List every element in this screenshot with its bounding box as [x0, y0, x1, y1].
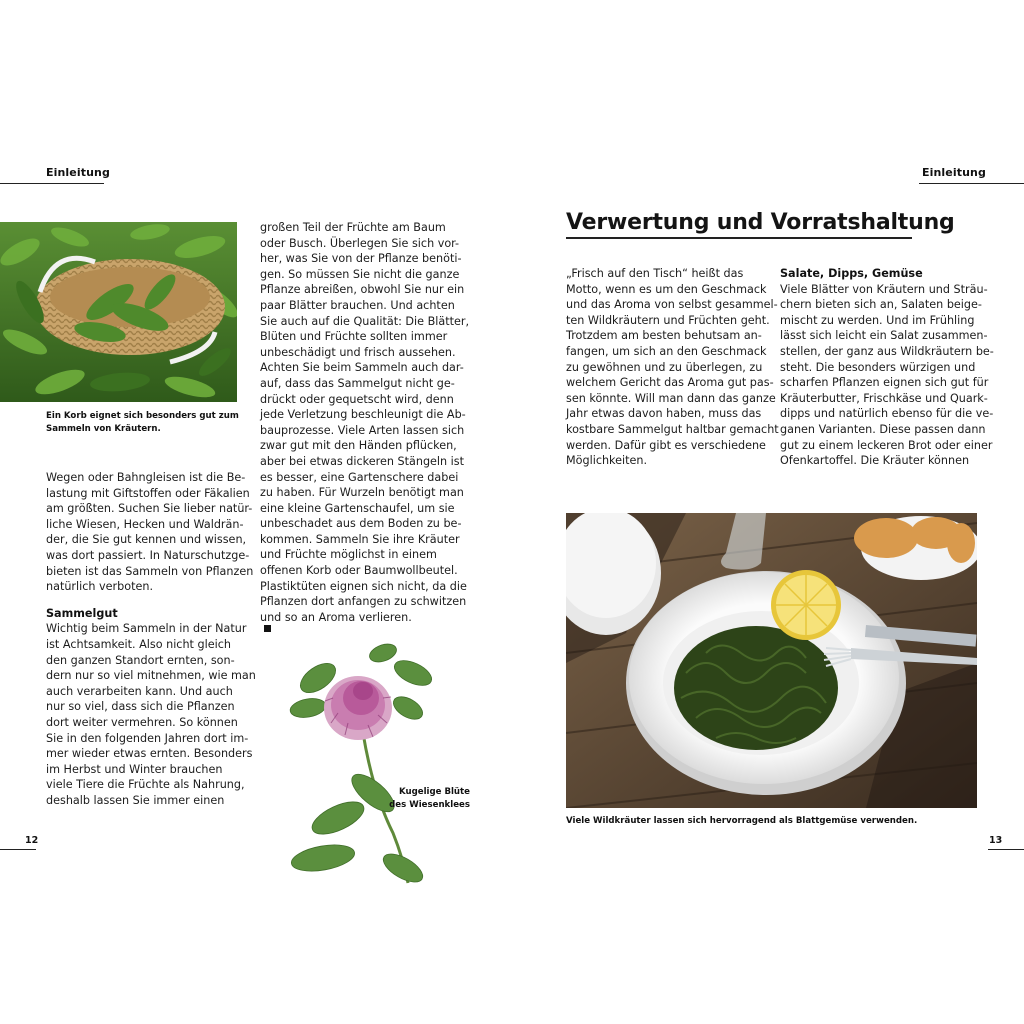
text-line: deshalb lassen Sie immer einen: [46, 793, 225, 807]
text-line: zwar gut mit den Händen pflücken,: [260, 439, 457, 453]
page-number-right: 13: [989, 835, 1003, 846]
text-line: jede Verletzung beschleunigt die Ab-: [260, 408, 466, 422]
end-mark: [264, 625, 271, 632]
text-line: Pflanzen dort anfangen zu schwitzen: [260, 595, 467, 609]
text-line: am größten. Suchen Sie lieber natür-: [46, 502, 253, 516]
text-line: kostbare Sammelgut haltbar gemacht: [566, 422, 779, 436]
text-line: oder Busch. Überlegen Sie sich vor-: [260, 236, 460, 250]
text-line: paar Blätter brauchen. Und achten: [260, 298, 455, 312]
basket-photo-caption: [46, 410, 239, 436]
text-line: den ganzen Standort ernten, son-: [46, 653, 235, 667]
text-line: auf, dass das Sammelgut nicht ge-: [260, 376, 455, 390]
running-head-rule-left: [0, 183, 104, 184]
caption-line: Viele Wildkräuter lassen sich hervorragend als Blattgemüse verwenden.: [566, 816, 918, 826]
page-number-rule-right: [988, 849, 1024, 850]
caption-line: Kugelige Blüte: [398, 787, 470, 797]
text-line: lastung mit Giftstoffen oder Fäkalien: [46, 486, 250, 500]
text-line: liche Wiesen, Hecken und Waldrän-: [46, 517, 244, 531]
text-line: sen könnte. Will man dann das ganze: [566, 391, 776, 405]
text-line: Wegen oder Bahngleisen ist die Be-: [46, 471, 246, 484]
text-line: was dort passiert. In Naturschutzge-: [46, 548, 250, 562]
text-line: „Frisch auf den Tisch“ heißt das: [566, 267, 744, 280]
text-line: gut zu einem leckeren Brot oder einer: [780, 438, 993, 452]
right-col2-text: [780, 266, 994, 469]
text-line: Kräuterbutter, Frischkäse und Quark-: [780, 391, 988, 405]
subheading-salate: Salate, Dipps, Gemüse: [780, 267, 923, 280]
text-line: Sie in den folgenden Jahren dort im-: [46, 731, 249, 745]
text-line: Plastiktüten eignen sich nicht, da die: [260, 579, 467, 593]
subheading-sammelgut: Sammelgut: [46, 606, 118, 620]
text-line: großen Teil der Früchte am Baum: [260, 221, 446, 234]
basket-photo: [0, 222, 237, 402]
text-line: viele Tiere die Früchte als Nahrung,: [46, 778, 245, 792]
text-line: der, die Sie gut kennen und wissen,: [46, 533, 247, 547]
text-line: stellen, der ganz aus Wildkräutern be-: [780, 344, 994, 358]
text-line: Achten Sie beim Sammeln auch dar-: [260, 361, 464, 375]
chapter-title-rule: [566, 237, 912, 239]
text-line: dern nur so viel mitnehmen, wie man: [46, 669, 256, 683]
text-line: auch verarbeiten kann. Und auch: [46, 684, 233, 698]
text-line: chern bieten sich an, Salaten beige-: [780, 298, 982, 312]
text-line: ten Wildkräutern und Früchten geht.: [566, 313, 770, 327]
text-line: mer wieder etwas ernten. Besonders: [46, 747, 253, 761]
text-line: zu haben. Für Wurzeln benötigt man: [260, 486, 464, 500]
page-number-left: 12: [25, 835, 39, 846]
text-line: Trotzdem am besten behutsam an-: [566, 329, 762, 343]
text-line: Ofenkartoffel. Die Kräuter können: [780, 454, 970, 468]
text-line: dort weiter vermehren. So können: [46, 715, 238, 729]
text-line: es besser, eine Gartenschere dabei: [260, 470, 459, 484]
text-line: dipps und natürlich ebenso für die ve-: [780, 407, 994, 421]
text-line: Blüten und Früchte sollten immer: [260, 330, 448, 344]
caption-line: des Wiesenklees: [389, 800, 470, 810]
text-line: bieten ist das Sammeln von Pflanzen: [46, 564, 254, 578]
running-head-rule-right: [919, 183, 1024, 184]
text-line: und das Aroma von selbst gesammel-: [566, 298, 778, 312]
text-line: Wichtig beim Sammeln in der Natur: [46, 622, 247, 636]
text-line: Möglichkeiten.: [566, 454, 648, 468]
text-line: Sie auch auf die Qualität: Die Blätter,: [260, 314, 470, 328]
greens-plate-photo: [566, 513, 977, 808]
text-line: ganen Varianten. Diese passen dann: [780, 422, 986, 436]
left-col1-text: [46, 470, 256, 808]
text-line: scharfen Pflanzen eignen sich gut für: [780, 376, 989, 390]
text-line: unbeschädigt und frisch aussehen.: [260, 345, 456, 359]
text-line: mischt zu werden. Und im Frühling: [780, 313, 975, 327]
text-line: und so an Aroma verlieren.: [260, 610, 412, 624]
text-line: nur so viel, dass sich die Pflanzen: [46, 700, 235, 714]
right-col1-text: [566, 266, 779, 469]
text-line: kommen. Sammeln Sie ihre Kräuter: [260, 532, 460, 546]
caption-line: Sammeln von Kräutern.: [46, 424, 161, 434]
running-head-left: Einleitung: [46, 166, 110, 179]
text-line: her, was Sie von der Pflanze benöti-: [260, 252, 462, 266]
text-line-last: [260, 610, 460, 633]
text-line: im Herbst und Winter brauchen: [46, 762, 223, 776]
running-head-right: Einleitung: [922, 166, 986, 179]
text-line: bauprozesse. Viele Arten lassen sich: [260, 423, 465, 437]
text-line: aber bei etwas dickeren Stängeln ist: [260, 454, 465, 468]
left-col2-text: [260, 220, 470, 632]
chapter-title: Verwertung und Vorratshaltung: [566, 210, 955, 235]
text-line: zu gewöhnen und zu überlegen, zu: [566, 360, 763, 374]
caption-line: Ein Korb eignet sich besonders gut zum: [46, 411, 239, 421]
text-line: eine kleine Gartenschaufel, um sie: [260, 501, 455, 515]
clover-caption: [370, 786, 470, 812]
text-line: Jahr etwas davon haben, muss das: [566, 407, 762, 421]
greens-photo-caption: [566, 815, 917, 828]
text-line: offenen Korb oder Baumwollbeutel.: [260, 564, 458, 578]
text-line: lässt sich leicht ein Salat zusammen-: [780, 329, 988, 343]
text-line: Viele Blätter von Kräutern und Sträu-: [780, 282, 988, 296]
text-line: Motto, wenn es um den Geschmack: [566, 282, 767, 296]
text-line: Pflanze abreißen, obwohl Sie nur ein: [260, 283, 465, 297]
text-line: fangen, um sich an den Geschmack: [566, 344, 767, 358]
text-line: steht. Die besonders würzigen und: [780, 360, 976, 374]
text-line: werden. Dafür gibt es verschiedene: [566, 438, 766, 452]
page-number-rule-left: [0, 849, 36, 850]
text-line: welchem Gericht das Aroma gut pas-: [566, 376, 774, 390]
text-line: drückt oder gequetscht wird, denn: [260, 392, 454, 406]
text-line: natürlich verboten.: [46, 580, 154, 594]
text-line: ist Achtsamkeit. Also nicht gleich: [46, 637, 231, 651]
clover-illustration: [283, 643, 438, 888]
text-line: und Früchte möglichst in einem: [260, 548, 437, 562]
text-line: gen. So müssen Sie nicht die ganze: [260, 267, 460, 281]
text-line: unbeschadet aus dem Boden zu be-: [260, 517, 462, 531]
